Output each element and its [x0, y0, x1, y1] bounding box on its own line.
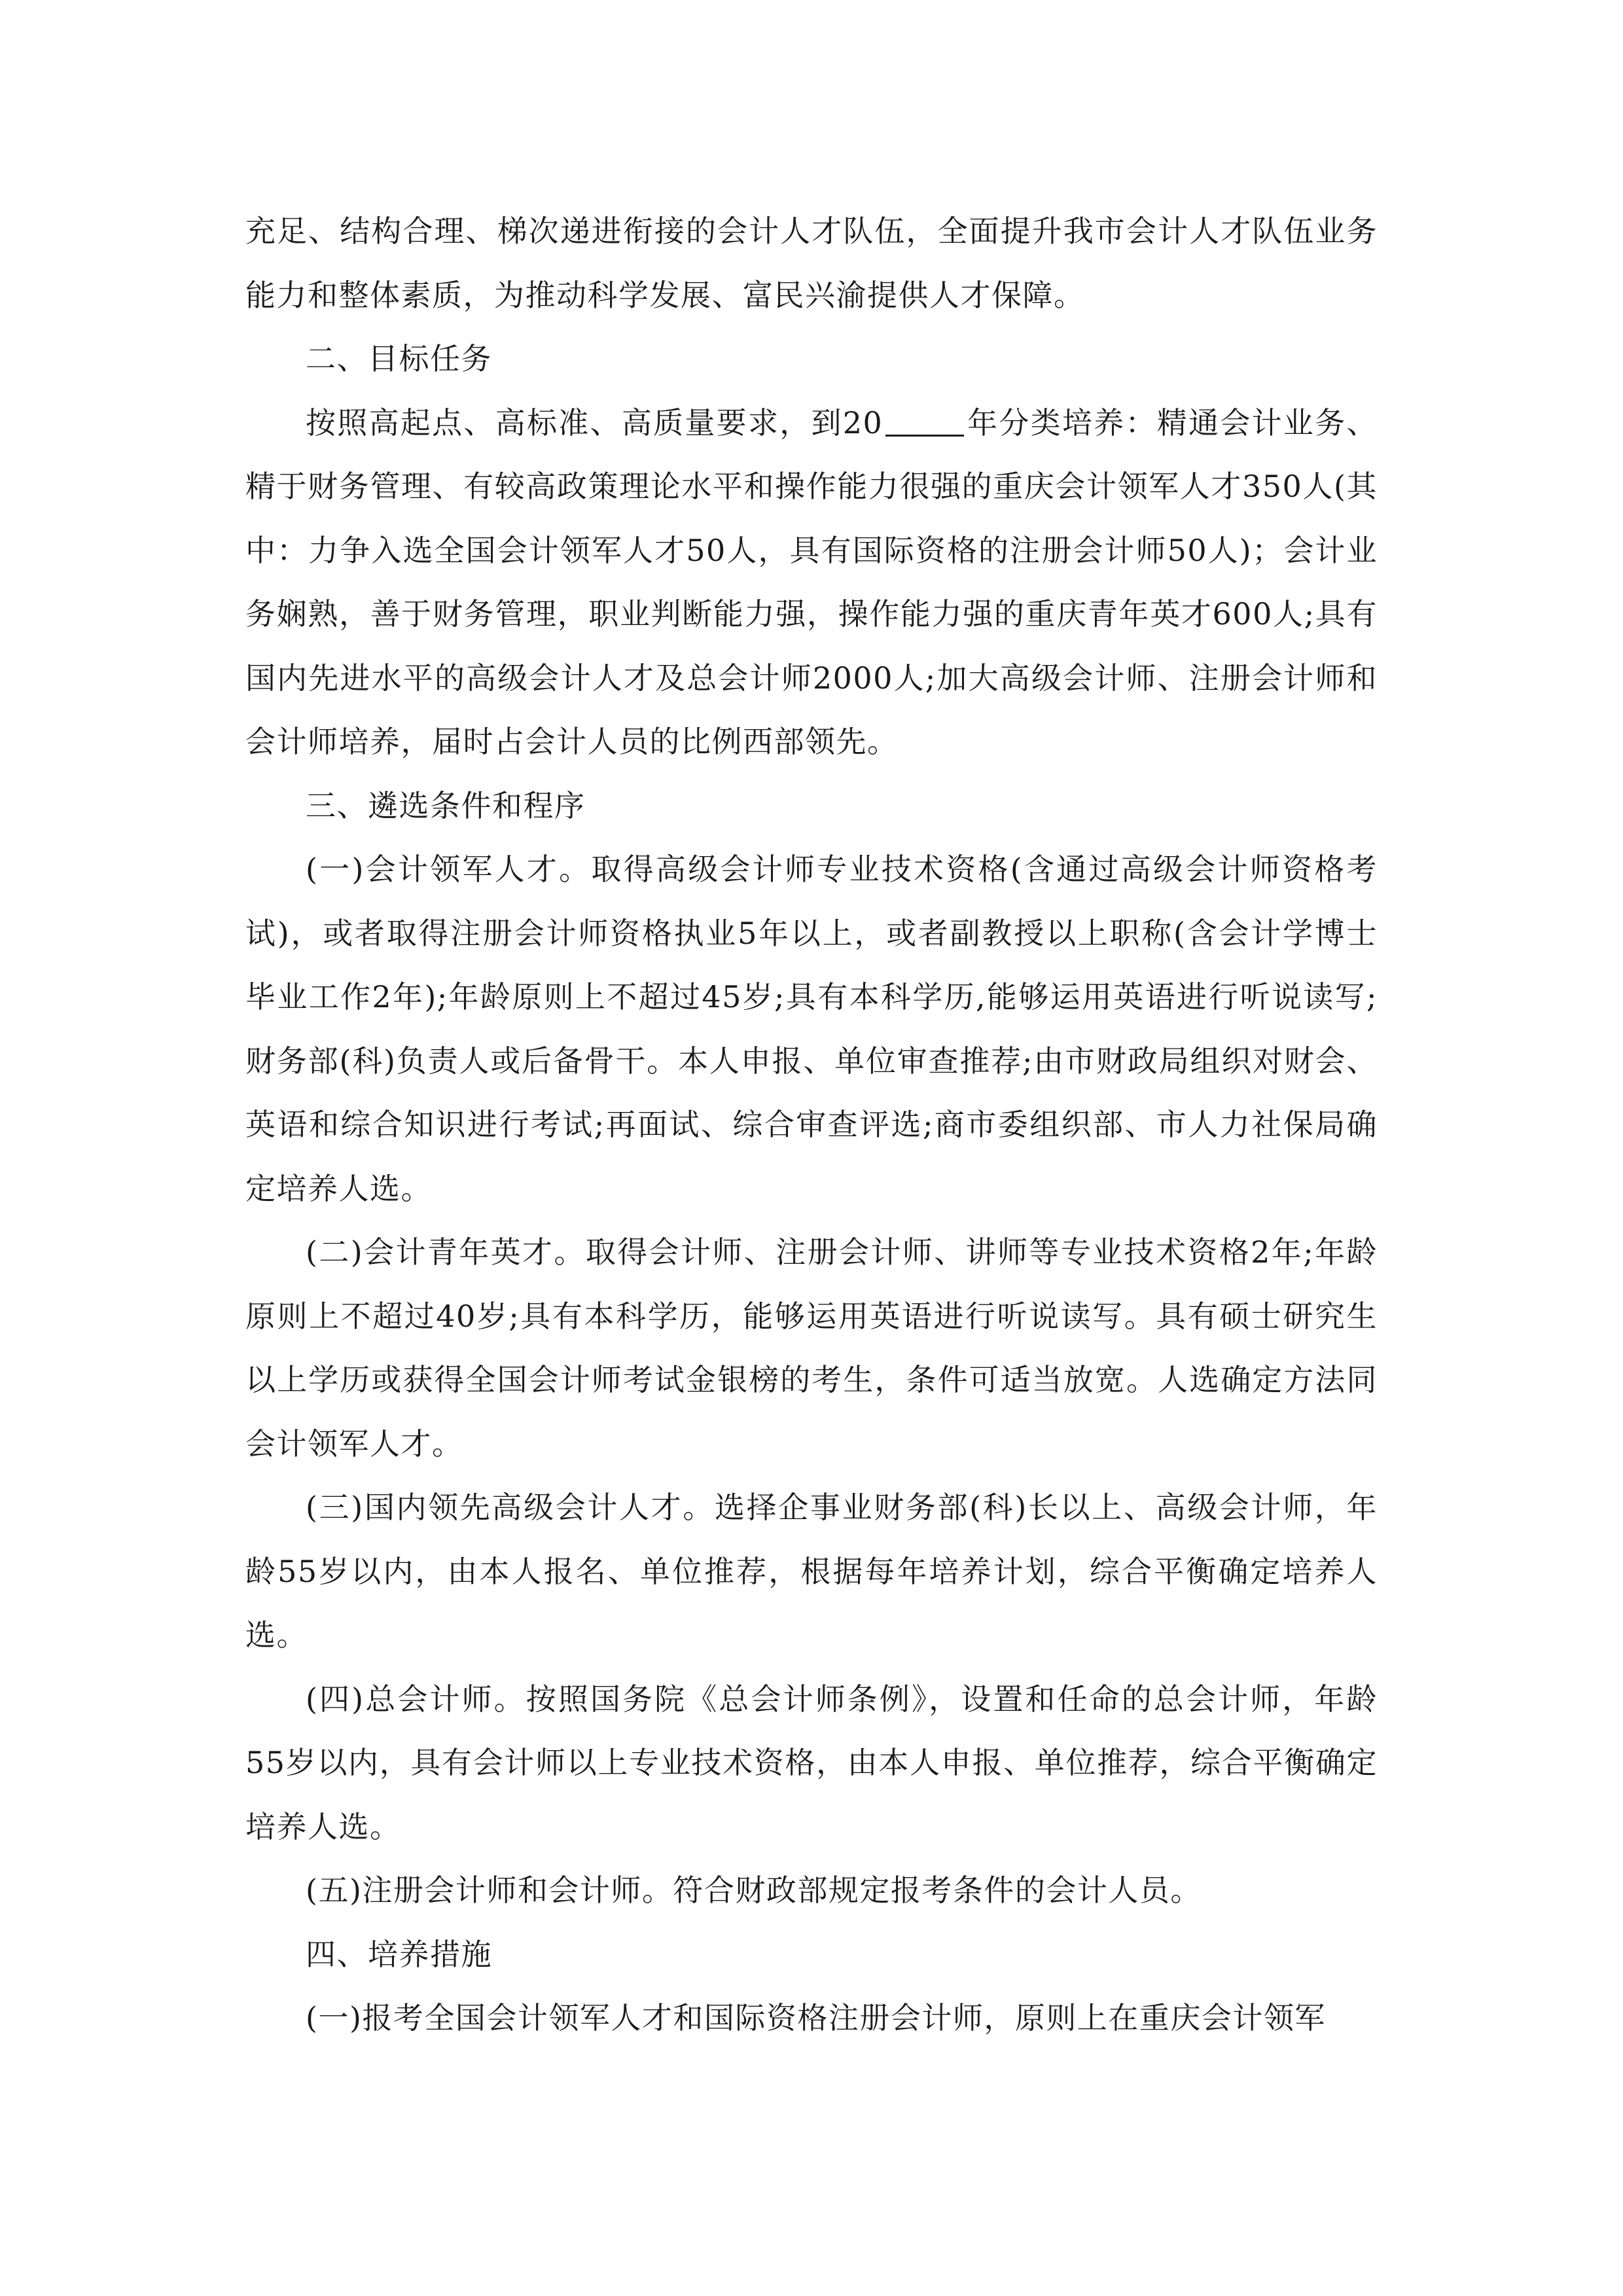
paragraph-condition-5: (五)注册会计师和会计师。符合财政部规定报考条件的会计人员。 [306, 1873, 1202, 1908]
section-heading-measures: 四、培养措施 [306, 1936, 492, 1972]
paragraph-condition-1: (一)会计领军人才。取得高级会计师专业技术资格(含通过高级会计师资格考试)，或者取得注册会计师资格执业5年以上，或者副教授以上职称(含会计学博士毕业工作2年);年龄原则上不超过45岁;具有本科学历,能够运用英语进行听说读写;财务部(科)负责人或后备骨干。本人申报、单位审查推荐;由市财政局组织对财会、英语和综合知识进行考试;再面试、综合审查评选;商市委组织部、市人力社保局确定培养人选。 [245, 852, 1378, 1206]
paragraph-condition-3: (三)国内领先高级会计人才。选择企事业财务部(科)长以上、高级会计师，年龄55岁以内，由本人报名、单位推荐，根据每年培养计划，综合平衡确定培养人选。 [245, 1490, 1378, 1653]
document-body [245, 200, 1378, 2051]
paragraph-condition-2: (二)会计青年英才。取得会计师、注册会计师、讲师等专业技术资格2年;年龄原则上不超过40岁;具有本科学历，能够运用英语进行听说读写。具有硕士研究生以上学历或获得全国会计师考试金银榜的考生，条件可适当放宽。人选确定方法同会计领军人才。 [245, 1234, 1378, 1462]
paragraph-goals [245, 391, 1378, 774]
paragraph-goals-part-b: 年分类培养：精通会计业务、精于财务管理、有较高政策理论水平和操作能力很强的重庆会计领军人才350人(其中：力争入选全国会计领军人才50人，具有国际资格的注册会计师50人)；会计业务娴熟，善于财务管理，职业判断能力强，操作能力强的重庆青年英才600人;具有国内先进水平的高级会计人才及总会计师2000人;加大高级会计师、注册会计师和会计师培养，届时占会计人员的比例西部领先。 [245, 404, 1378, 759]
section-heading-goals: 二、目标任务 [306, 341, 492, 376]
paragraph-goals-part-a: 按照高起点、高标准、高质量要求，到20 [306, 404, 883, 440]
section-heading-selection: 三、遴选条件和程序 [306, 787, 586, 823]
fill-in-blank [885, 404, 964, 437]
paragraph-measure-1: (一)报考全国会计领军人才和国际资格注册会计师，原则上在重庆会计领军 [306, 2000, 1326, 2036]
paragraph-intro-continued: 充足、结构合理、梯次递进衔接的会计人才队伍，全面提升我市会计人才队伍业务能力和整体素质，为推动科学发展、富民兴渝提供人才保障。 [245, 213, 1378, 313]
paragraph-condition-4: (四)总会计师。按照国务院《总会计师条例》，设置和任命的总会计师，年龄55岁以内，具有会计师以上专业技术资格，由本人申报、单位推荐，综合平衡确定培养人选。 [245, 1681, 1378, 1844]
